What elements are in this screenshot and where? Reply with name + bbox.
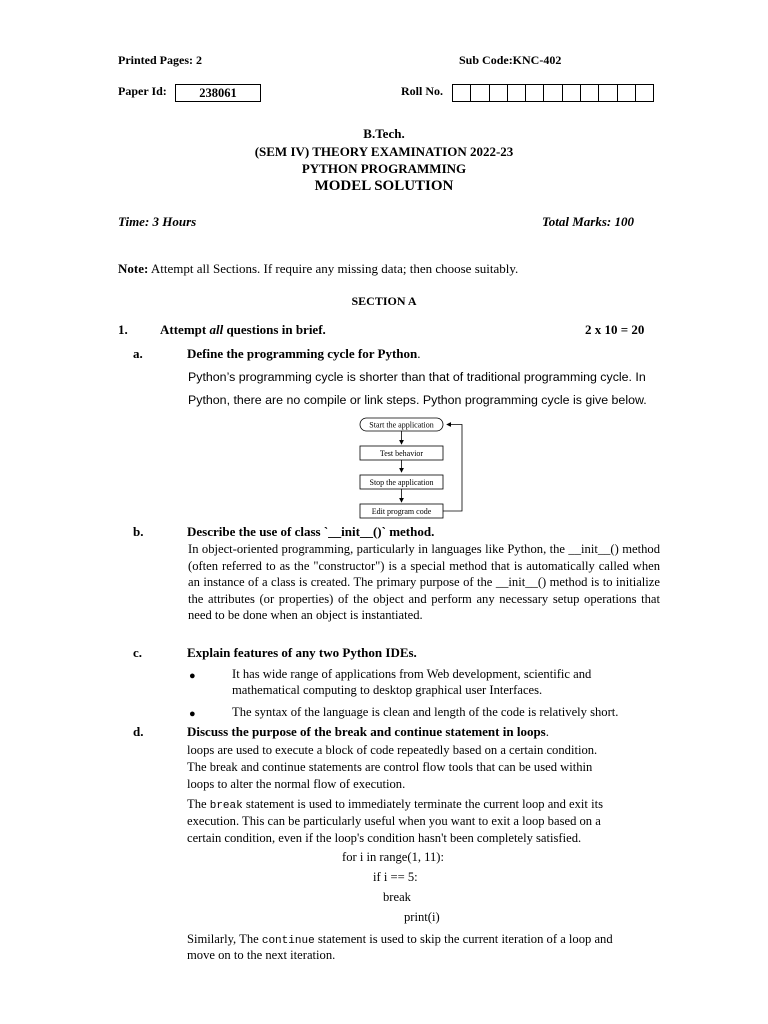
question-marks: 2 x 10 = 20 bbox=[585, 322, 645, 337]
p3-pre: Similarly, The bbox=[187, 932, 262, 946]
test-node-label: Test behavior bbox=[379, 449, 424, 458]
part-c-question: Explain features of any two Python IDEs. bbox=[187, 645, 417, 660]
p2-post: statement is used to immediately terminate the current loop and exit its bbox=[242, 797, 603, 811]
exam-title: (SEM IV) THEORY EXAMINATION 2022-23 bbox=[254, 144, 514, 159]
roll-no-cell bbox=[544, 85, 562, 101]
exam-time: Time: 3 Hours bbox=[118, 214, 197, 229]
part-a-answer-line1: Python’s programming cycle is shorter than that of traditional programming cycle. In bbox=[188, 370, 646, 384]
part-d-p2-line2: execution. This can be particularly useful when you want to exit a loop based on a bbox=[187, 814, 601, 828]
stop-node-label: Stop the application bbox=[369, 478, 434, 487]
roll-no-cell bbox=[599, 85, 617, 101]
code-line-print: print(i) bbox=[404, 910, 440, 924]
code-line-break: break bbox=[383, 890, 411, 904]
instruction-pre: Attempt bbox=[160, 322, 210, 337]
note-text: Attempt all Sections. If require any missing data; then choose suitably. bbox=[148, 261, 519, 276]
programming-cycle-diagram bbox=[350, 414, 480, 520]
bullet-dot: ● bbox=[189, 670, 196, 682]
continue-keyword: continue bbox=[261, 935, 315, 947]
roll-no-cell bbox=[618, 85, 636, 101]
part-b-question-code: __init__() bbox=[328, 524, 382, 539]
question-number: 1. bbox=[118, 322, 128, 337]
arrow-edit-start bbox=[443, 425, 462, 512]
part-d-p1-line2: The break and continue statements are control flow tools that can be used within bbox=[187, 760, 593, 774]
part-d-p2-line1 bbox=[187, 797, 603, 812]
part-c-bullet1-line2: mathematical computing to desktop graphical user Interfaces. bbox=[232, 683, 543, 697]
part-c-label: c. bbox=[133, 645, 143, 660]
part-a-question bbox=[187, 346, 420, 362]
part-b-question-post: ` method. bbox=[381, 524, 435, 539]
degree-title: B.Tech. bbox=[363, 126, 405, 141]
total-marks: Total Marks: 100 bbox=[542, 214, 634, 229]
roll-no-cell bbox=[636, 85, 653, 101]
question-instruction bbox=[160, 322, 326, 338]
part-a-period: . bbox=[417, 346, 421, 361]
part-d-p1-line3: loops to alter the normal flow of execution. bbox=[187, 777, 406, 791]
code-line-for: for i in range(1, 11): bbox=[342, 850, 444, 864]
part-d-p1-line1: loops are used to execute a block of code repeatedly based on a certain condition. bbox=[187, 743, 598, 757]
start-node-label: Start the application bbox=[369, 420, 434, 430]
part-b-question bbox=[187, 524, 434, 540]
printed-pages: Printed Pages: 2 bbox=[118, 53, 202, 67]
code-line-if: if i == 5: bbox=[373, 870, 418, 884]
instruction-post: questions in brief. bbox=[223, 322, 326, 337]
subject-title: PYTHON PROGRAMMING bbox=[301, 161, 467, 176]
part-a-question-text: Define the programming cycle for Python bbox=[187, 346, 418, 361]
note bbox=[118, 261, 518, 277]
p2-pre: The bbox=[187, 797, 210, 811]
p3-post: statement is used to skip the current iteration of a loop and bbox=[314, 932, 613, 946]
roll-no-cell bbox=[508, 85, 526, 101]
paper-id-box: 238061 bbox=[175, 84, 261, 102]
part-d-period: . bbox=[545, 724, 549, 739]
roll-no-cell bbox=[581, 85, 599, 101]
roll-no-cell bbox=[526, 85, 544, 101]
part-a-label: a. bbox=[133, 346, 143, 361]
part-d-label: d. bbox=[133, 724, 144, 739]
section-heading: SECTION A bbox=[351, 294, 417, 308]
note-label: Note: bbox=[118, 261, 149, 276]
part-d-p2-line3: certain condition, even if the loop's condition hasn't been completely satisfied. bbox=[187, 831, 582, 845]
part-d-question bbox=[187, 724, 549, 740]
edit-node-label: Edit program code bbox=[371, 507, 432, 516]
part-d-question-text: Discuss the purpose of the break and continue statement in loops bbox=[187, 724, 546, 739]
model-solution-title: MODEL SOLUTION bbox=[314, 178, 454, 194]
roll-no-cell bbox=[563, 85, 581, 101]
paper-id-label: Paper Id: bbox=[118, 84, 167, 98]
part-d-p3-line1 bbox=[187, 932, 613, 947]
part-d-p3-line2: move on to the next iteration. bbox=[187, 948, 336, 962]
roll-no-cell bbox=[453, 85, 471, 101]
roll-no-boxes bbox=[452, 84, 654, 102]
bullet-dot: ● bbox=[189, 708, 196, 720]
part-a-answer-line2: Python, there are no compile or link steps. Python programming cycle is give below. bbox=[188, 393, 647, 407]
roll-no-label: Roll No. bbox=[401, 84, 443, 98]
instruction-emphasis: all bbox=[209, 322, 224, 337]
sub-code: Sub Code:KNC-402 bbox=[459, 53, 562, 67]
part-b-answer: In object-oriented programming, particularly in languages like Python, the __init__() method (often referred to as the "constructor") is a special method that is automatically called when an instance of a class is created. The primary purpose of the __init__() method is to initialize the attributes (or properties) of the object and perform any necessary setup operations that need to be done when an object is instantiated. bbox=[188, 542, 660, 623]
break-keyword: break bbox=[209, 800, 243, 812]
roll-no-cell bbox=[490, 85, 508, 101]
part-c-bullet2: The syntax of the language is clean and length of the code is relatively short. bbox=[232, 705, 619, 719]
part-b-question-pre: Describe the use of class ` bbox=[187, 524, 329, 539]
part-b-label: b. bbox=[133, 524, 144, 539]
roll-no-cell bbox=[471, 85, 489, 101]
part-c-bullet1-line1: It has wide range of applications from Web development, scientific and bbox=[232, 667, 592, 681]
